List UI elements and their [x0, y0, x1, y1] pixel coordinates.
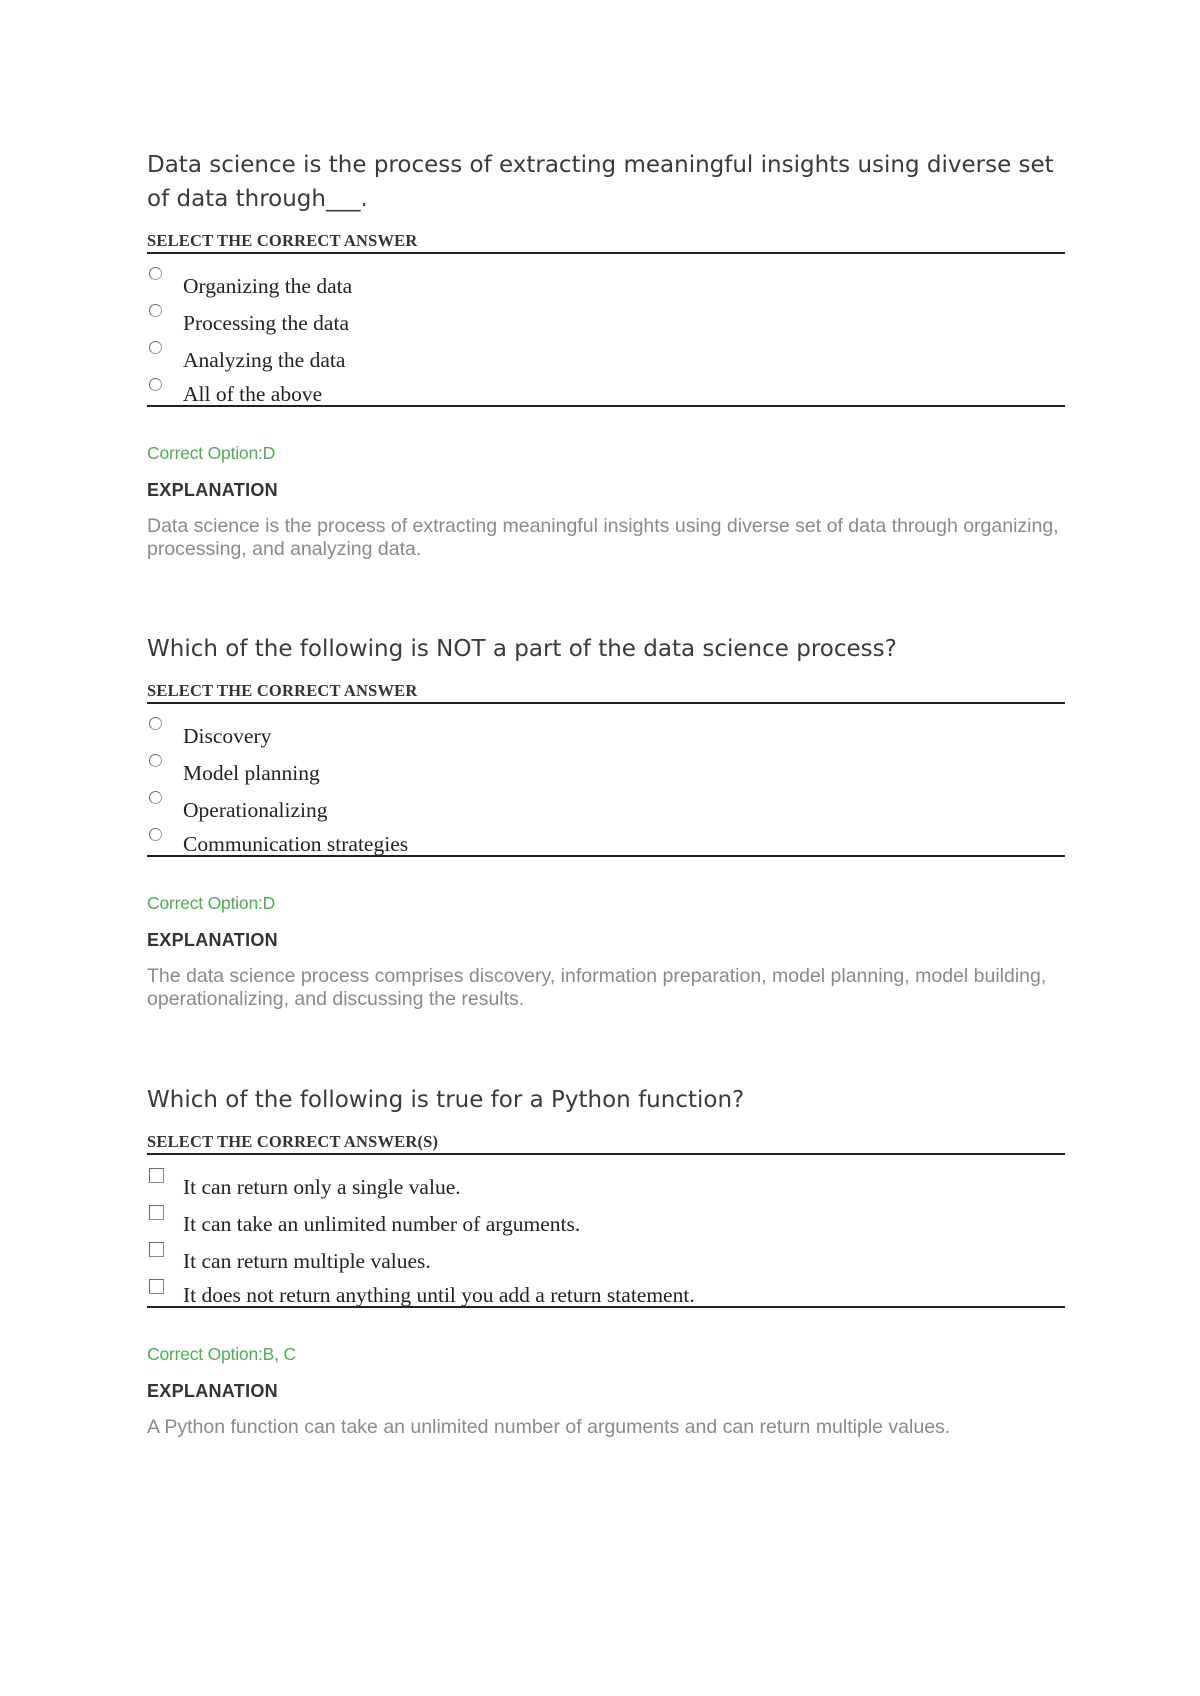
answer-option-a[interactable]	[147, 714, 1065, 751]
correct-option: Correct Option:D	[147, 893, 276, 913]
answer-option-b[interactable]	[147, 751, 1065, 788]
answer-option-a[interactable]	[147, 1165, 1065, 1202]
answer-option-d[interactable]	[147, 375, 1065, 405]
radio-button[interactable]	[149, 267, 162, 280]
option-label: It can return multiple values.	[183, 1249, 431, 1273]
option-label: Processing the data	[183, 311, 349, 335]
option-label: Communication strategies	[183, 832, 409, 856]
checkbox[interactable]	[149, 1242, 164, 1257]
explanation-text: The data science process comprises discovery, information preparation, model planning, model building, operationalizing, and discussing the results.	[147, 965, 1047, 1010]
option-label: Discovery	[183, 724, 272, 748]
question-text: Which of the following is true for a Python function?	[147, 1087, 745, 1113]
radio-button[interactable]	[149, 717, 162, 730]
radio-button[interactable]	[149, 304, 162, 317]
explanation-heading: EXPLANATION	[147, 1381, 278, 1401]
question-text: Which of the following is NOT a part of the data science process?	[147, 636, 897, 662]
answer-option-b[interactable]	[147, 301, 1065, 338]
answer-options	[147, 254, 1065, 407]
option-label: It can return only a single value.	[183, 1175, 461, 1199]
radio-button[interactable]	[149, 378, 162, 391]
correct-option: Correct Option:D	[147, 443, 276, 463]
explanation-heading: EXPLANATION	[147, 930, 278, 950]
answer-option-d[interactable]	[147, 825, 1065, 855]
answer-option-a[interactable]	[147, 264, 1065, 301]
option-label: Operationalizing	[183, 798, 328, 822]
explanation-heading: EXPLANATION	[147, 480, 278, 500]
question-2	[147, 632, 1065, 1011]
option-label: Model planning	[183, 761, 320, 785]
explanation-text: Data science is the process of extracting meaningful insights using diverse set of data through organizing, processing, and analyzing data.	[147, 515, 1059, 560]
option-label: Organizing the data	[183, 274, 353, 298]
answer-option-c[interactable]	[147, 788, 1065, 825]
option-label: It does not return anything until you add a return statement.	[183, 1283, 695, 1307]
option-label: Analyzing the data	[183, 348, 346, 372]
select-label: SELECT THE CORRECT ANSWER(S)	[147, 1131, 1065, 1155]
select-label: SELECT THE CORRECT ANSWER	[147, 230, 1065, 254]
checkbox[interactable]	[149, 1279, 164, 1294]
radio-button[interactable]	[149, 754, 162, 767]
answer-option-c[interactable]	[147, 338, 1065, 375]
explanation-text: A Python function can take an unlimited number of arguments and can return multiple values.	[147, 1416, 951, 1438]
correct-option: Correct Option:B, C	[147, 1344, 296, 1364]
select-label: SELECT THE CORRECT ANSWER	[147, 680, 1065, 704]
option-label: It can take an unlimited number of arguments.	[183, 1212, 581, 1236]
answer-options	[147, 1155, 1065, 1308]
radio-button[interactable]	[149, 341, 162, 354]
answer-option-b[interactable]	[147, 1202, 1065, 1239]
question-text: Data science is the process of extracting meaningful insights using diverse set of data through___.	[147, 152, 1054, 212]
checkbox[interactable]	[149, 1205, 164, 1220]
radio-button[interactable]	[149, 828, 162, 841]
answer-option-c[interactable]	[147, 1239, 1065, 1276]
option-label: All of the above	[183, 382, 323, 406]
checkbox[interactable]	[149, 1168, 164, 1183]
radio-button[interactable]	[149, 791, 162, 804]
question-1	[147, 148, 1065, 561]
answer-option-d[interactable]	[147, 1276, 1065, 1306]
question-3	[147, 1083, 1065, 1439]
answer-options	[147, 704, 1065, 857]
